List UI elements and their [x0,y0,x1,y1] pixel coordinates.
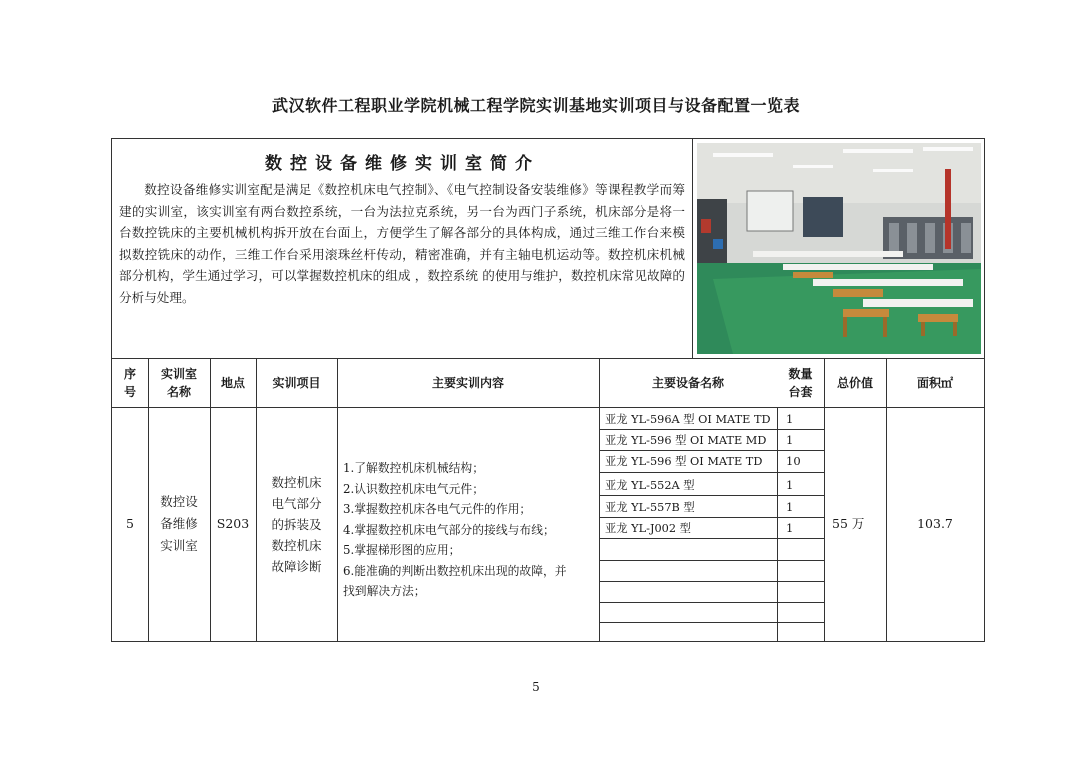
equipment-qty: 1 [786,432,794,447]
header-area: 面积㎡ [916,375,953,390]
divider [599,602,824,603]
list-item: 3.掌握数控机床各电气元件的作用； [343,502,532,516]
intro-heading: 数控设备维修实训室简介 [265,154,540,174]
divider [599,622,824,623]
equipment-name: 亚龙 YL-596A 型 OI MATE TD [605,412,771,426]
equipment-qty: 1 [786,477,794,492]
list-item: 找到解决方法； [343,584,426,598]
divider [599,538,824,539]
header-location: 地点 [220,375,245,390]
header-equipment: 主要设备名称 [651,375,724,390]
cell-area: 103.7 [917,516,953,531]
list-item: 4.掌握数控机床电气部分的接线与布线； [343,522,555,537]
cell-total-value: 55 万 [832,516,865,531]
cell-location: S203 [216,516,250,531]
document-title: 武汉软件工程职业学院机械工程学院实训基地实训项目与设备配置一览表 [271,96,800,115]
equipment-name: 亚龙 YL-J002 型 [605,521,691,535]
equipment-qty: 1 [786,499,794,514]
training-content-list [343,458,598,602]
header-room-name: 实训室 名称 [160,366,197,399]
lab-room-photo [693,139,985,358]
list-item: 1.了解数控机床机械结构； [343,461,485,475]
equipment-name: 亚龙 YL-552A 型 [605,478,695,492]
cell-room-name: 数控设 备维修 实训室 [160,494,198,553]
divider [599,472,824,473]
equipment-name: 亚龙 YL-557B 型 [605,500,695,514]
cell-project: 数控机床 电气部分 的拆装及 数控机床 故障诊断 [271,474,322,574]
header-seq: 序 号 [123,366,136,399]
divider [599,581,824,582]
page-number: 5 [532,680,540,694]
header-total-value: 总价值 [836,375,873,390]
equipment-name: 亚龙 YL-596 型 OI MATE TD [605,454,763,468]
divider [599,560,824,561]
header-project: 实训项目 [272,375,321,390]
header-content: 主要实训内容 [431,375,504,390]
equipment-name: 亚龙 YL-596 型 OI MATE MD [605,433,767,447]
equipment-qty: 1 [786,411,794,426]
equipment-qty: 1 [786,520,794,535]
equipment-qty: 10 [786,453,801,468]
intro-section [112,139,693,358]
list-item: 5.掌握梯形图的应用； [343,543,461,557]
cell-seq: 5 [126,516,134,531]
header-qty: 数量 台套 [788,366,813,399]
list-item: 6.能准确的判断出数控机床出现的故障，并 [343,563,567,578]
list-item: 2.认识数控机床电气元件； [343,481,485,496]
lab-table [111,138,985,642]
intro-paragraph: 数控设备维修实训室配是满足《数控机床电气控制》、《电气控制设备安装维修》等课程教学而筹建的实训室，该实训室有两台数控系统，一台为法拉克系统，另一台为西门子系统，机床部分是将一台数控铣床的主要机械机构拆开放在台面上，方便学生了解各部分的具体构成，通过三维工作台来模拟数控铣床的动作，三维工作台采用滚珠丝杆传动，精密准确，并有主轴电机运动等。数控机床机械部分机构，学生通过学习，可以掌握数控机床的组成 ，数控系统 的使用与维护，数控机床常见故障的分析与处理。 [119,182,685,305]
